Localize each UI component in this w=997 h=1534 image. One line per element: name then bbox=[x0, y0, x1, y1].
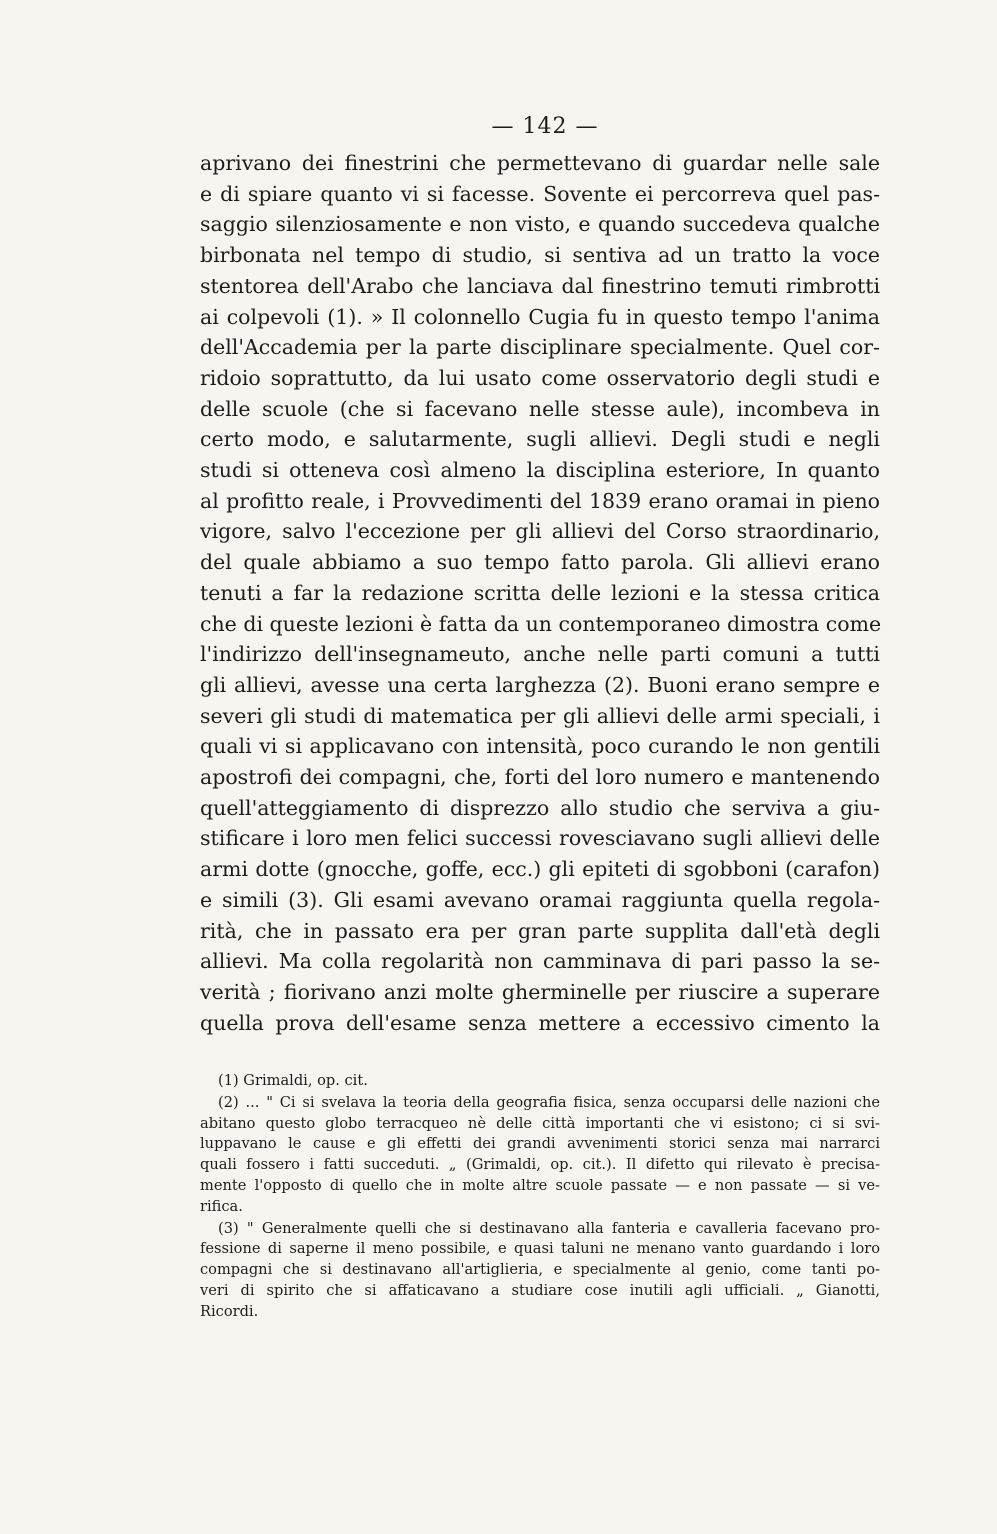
body-line: dell'Accademia per la parte disciplinare specialmente. Quel cor- bbox=[200, 335, 880, 360]
body-line: tenuti a far la redazione scritta delle lezioni e la stessa critica bbox=[200, 580, 880, 605]
body-line: rità, che in passato era per gran parte supplita dall'età degli bbox=[200, 918, 880, 943]
body-line: verità ; fiorivano anzi molte gherminelle per riuscire a superare bbox=[200, 979, 880, 1004]
body-line: severi gli studi di matematica per gli allievi delle armi speciali, i bbox=[200, 703, 880, 728]
body-text bbox=[200, 148, 880, 1038]
footnote-line: abitano questo globo terracqueo nè delle città importanti che vi esistono; ci si svi- bbox=[200, 1114, 880, 1132]
body-line: quell'atteggiamento di disprezzo allo studio che serviva a giu- bbox=[200, 795, 880, 820]
body-line: studi si otteneva così almeno la disciplina esteriore, In quanto bbox=[200, 458, 880, 483]
footnote-line: (1) Grimaldi, op. cit. bbox=[218, 1072, 368, 1089]
body-line: allievi. Ma colla regolarità non camminava di pari passo la se- bbox=[200, 949, 880, 974]
body-line: al profitto reale, i Provvedimenti del 1839 erano oramai in pieno bbox=[200, 488, 880, 513]
footnote-line: (3) " Generalmente quelli che si destinavano alla fanteria e cavalleria facevano pro- bbox=[218, 1219, 880, 1237]
body-line: ai colpevoli (1). » Il colonnello Cugia fu in questo tempo l'anima bbox=[200, 304, 880, 329]
page-number: — 142 — bbox=[491, 114, 599, 139]
body-line: quella prova dell'esame senza mettere a eccessivo cimento la bbox=[200, 1010, 880, 1035]
body-line: e di spiare quanto vi si facesse. Sovente ei percorreva quel pas- bbox=[200, 181, 880, 206]
body-line: vigore, salvo l'eccezione per gli allievi del Corso straordinario, bbox=[200, 519, 880, 544]
footnote-3 bbox=[200, 1219, 880, 1323]
body-line: aprivano dei finestrini che permettevano di guardar nelle sale bbox=[200, 151, 880, 175]
body-line: l'indirizzo dell'insegnameuto, anche nelle parti comuni a tutti bbox=[200, 642, 880, 667]
body-line: che di queste lezioni è fatta da un contemporaneo dimostra come bbox=[200, 611, 882, 636]
footnote-line: compagni che si destinavano all'artiglieria, e specialmente al genio, come tanti po- bbox=[200, 1261, 880, 1279]
body-line: delle scuole (che si facevano nelle stesse aule), incombeva in bbox=[200, 396, 880, 421]
footnote-line: rifica. bbox=[200, 1197, 243, 1215]
footnote-1 bbox=[200, 1071, 880, 1092]
body-line: apostrofi dei compagni, che, forti del loro numero e mantenendo bbox=[200, 765, 880, 790]
body-line: e simili (3). Gli esami avevano oramai raggiunta quella regola- bbox=[200, 887, 880, 912]
body-line: stentorea dell'Arabo che lanciava dal finestrino temuti rimbrotti bbox=[200, 273, 880, 298]
footnote-line: luppavano le cause e gli effetti dei grandi avvenimenti storici senza mai narrarci bbox=[200, 1135, 880, 1153]
footnote-line: Ricordi. bbox=[200, 1302, 259, 1320]
body-line: del quale abbiamo a suo tempo fatto parola. Gli allievi erano bbox=[200, 550, 880, 575]
footnote-line: fessione di saperne il meno possibile, e quasi taluni ne menano vanto guardando i loro bbox=[200, 1240, 880, 1258]
body-line: gli allievi, avesse una certa larghezza (2). Buoni erano sempre e bbox=[200, 672, 880, 697]
body-line: saggio silenziosamente e non visto, e quando succedeva qualche bbox=[200, 212, 880, 237]
footnote-2 bbox=[200, 1093, 880, 1218]
body-line: certo modo, e salutarmente, sugli allievi. Degli studi e negli bbox=[200, 427, 880, 452]
footnotes bbox=[200, 1071, 880, 1323]
footnote-line: mente l'opposto di quello che in molte altre scuole passate — e non passate — si ve- bbox=[200, 1176, 880, 1194]
body-line: quali vi si applicavano con intensità, poco curando le non gentili bbox=[200, 734, 880, 759]
body-line: armi dotte (gnocche, goffe, ecc.) gli epiteti di sgobboni (carafon) bbox=[200, 857, 880, 882]
footnote-line: veri di spirito che si affaticavano a studiare cose inutili agli ufficiali. „ Gianotti, bbox=[200, 1281, 880, 1299]
footnote-line: (2) ... " Ci si svelava la teoria della geografia fisica, senza occuparsi delle nazioni che bbox=[218, 1093, 880, 1111]
footnote-line: quali fossero i fatti succeduti. „ (Grimaldi, op. cit.). Il difetto qui rilevato è precisa- bbox=[200, 1156, 880, 1174]
body-line: birbonata nel tempo di studio, si sentiva ad un tratto la voce bbox=[200, 243, 880, 268]
body-line: ridoio soprattutto, da lui usato come osservatorio degli studi e bbox=[200, 365, 880, 390]
body-line: stificare i loro men felici successi rovesciavano sugli allievi delle bbox=[200, 826, 880, 851]
